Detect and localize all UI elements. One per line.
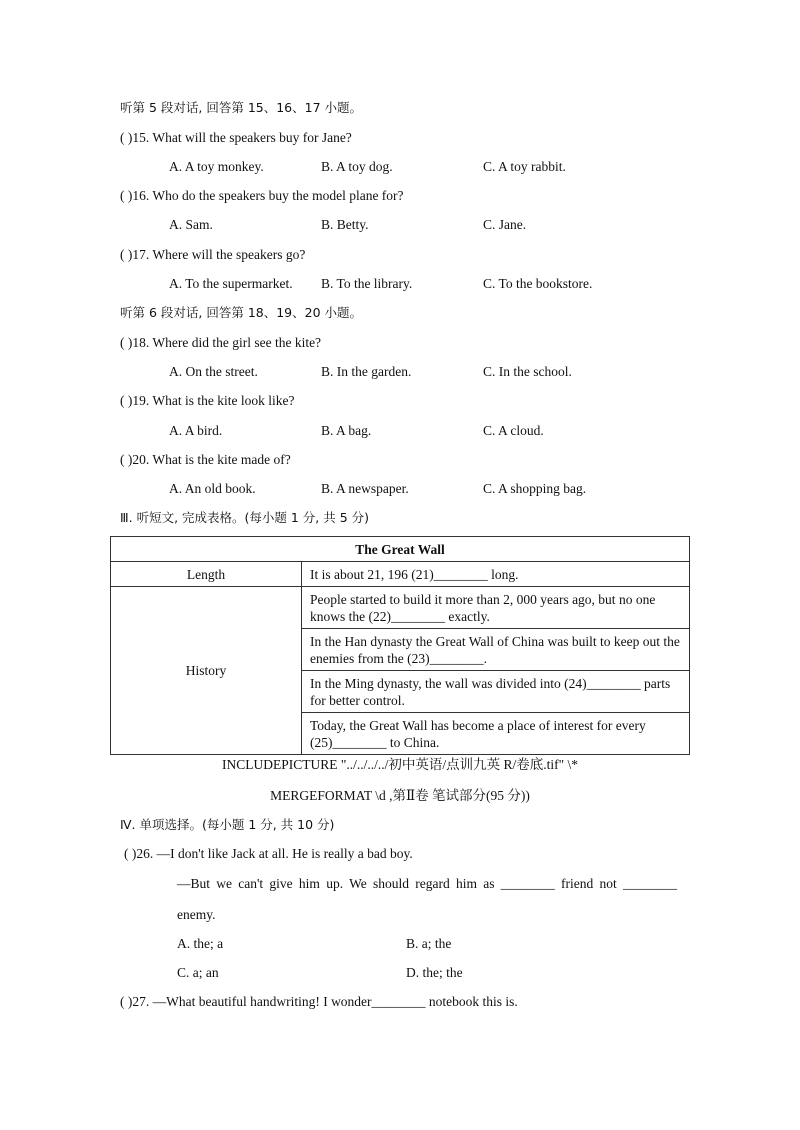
q19-option-a: A. A bird. (169, 423, 223, 438)
q20-option-c: C. A shopping bag. (483, 481, 587, 496)
q16-option-b: B. Betty. (321, 217, 369, 232)
question-19: ( )19. What is the kite look like? (120, 393, 295, 408)
question-27: ( )27. —What beautiful handwriting! I wonder________ notebook this is. (120, 994, 518, 1009)
q20-option-b: B. A newspaper. (321, 481, 409, 496)
q18-option-c: C. In the school. (483, 364, 572, 379)
q19-option-b: B. A bag. (321, 423, 372, 438)
section6-heading: 听第 6 段对话, 回答第 18、19、20 小题。 (120, 305, 363, 320)
question-15: ( )15. What will the speakers buy for Jane? (120, 130, 352, 145)
table-row-history-1 (111, 587, 690, 629)
question-26-line-3: enemy. (177, 907, 216, 922)
question-16: ( )16. Who do the speakers buy the model plane for? (120, 188, 404, 203)
q16-option-a: A. Sam. (169, 217, 213, 232)
question-26: ( )26. —I don't like Jack at all. He is really a bad boy. (124, 846, 413, 861)
question-26-line-2: —But we can't give him up. We should regard him as ________ friend not ________ (177, 876, 677, 891)
q26-option-d: D. the; the (406, 965, 463, 980)
length-value: It is about 21, 196 (21)________ long. (302, 562, 690, 587)
q15-option-a: A. A toy monkey. (169, 159, 264, 174)
length-label: Length (111, 562, 302, 587)
history-item-22: People started to build it more than 2, 000 years ago, but no one knows the (22)________ exactly. (302, 587, 690, 629)
q19-option-c: C. A cloud. (483, 423, 544, 438)
q17-option-c: C. To the bookstore. (483, 276, 593, 291)
q26-option-b: B. a; the (406, 936, 452, 951)
q16-option-c: C. Jane. (483, 217, 527, 232)
history-item-23: In the Han dynasty the Great Wall of China was built to keep out the enemies from the (23)________. (302, 629, 690, 671)
q26-option-a: A. the; a (177, 936, 224, 951)
part4-heading: Ⅳ. 单项选择。(每小题 1 分, 共 10 分) (120, 817, 335, 832)
question-18: ( )18. Where did the girl see the kite? (120, 335, 322, 350)
great-wall-table (110, 536, 690, 755)
q17-option-b: B. To the library. (321, 276, 413, 291)
section5-heading: 听第 5 段对话, 回答第 15、16、17 小题。 (120, 100, 363, 115)
question-17: ( )17. Where will the speakers go? (120, 247, 306, 262)
part3-heading: Ⅲ. 听短文, 完成表格。(每小题 1 分, 共 5 分) (120, 510, 370, 525)
table-header-row (111, 537, 690, 562)
history-label: History (111, 587, 302, 755)
field-code-line-2: MERGEFORMAT \d ,第Ⅱ卷 笔试部分(95 分)) (270, 788, 530, 803)
q18-option-a: A. On the street. (169, 364, 258, 379)
table-row-length (111, 562, 690, 587)
table-title: The Great Wall (111, 537, 690, 562)
question-20: ( )20. What is the kite made of? (120, 452, 291, 467)
q26-option-c: C. a; an (177, 965, 219, 980)
q18-option-b: B. In the garden. (321, 364, 412, 379)
q15-option-c: C. A toy rabbit. (483, 159, 566, 174)
q20-option-a: A. An old book. (169, 481, 256, 496)
history-item-25: Today, the Great Wall has become a place of interest for every (25)________ to China. (302, 713, 690, 755)
q17-option-a: A. To the supermarket. (169, 276, 293, 291)
field-code-line-1: INCLUDEPICTURE "../../../../初中英语/点训九英 R/卷底.tif" \* (221, 757, 579, 772)
q15-option-b: B. A toy dog. (321, 159, 393, 174)
history-item-24: In the Ming dynasty, the wall was divided into (24)________ parts for better control. (302, 671, 690, 713)
